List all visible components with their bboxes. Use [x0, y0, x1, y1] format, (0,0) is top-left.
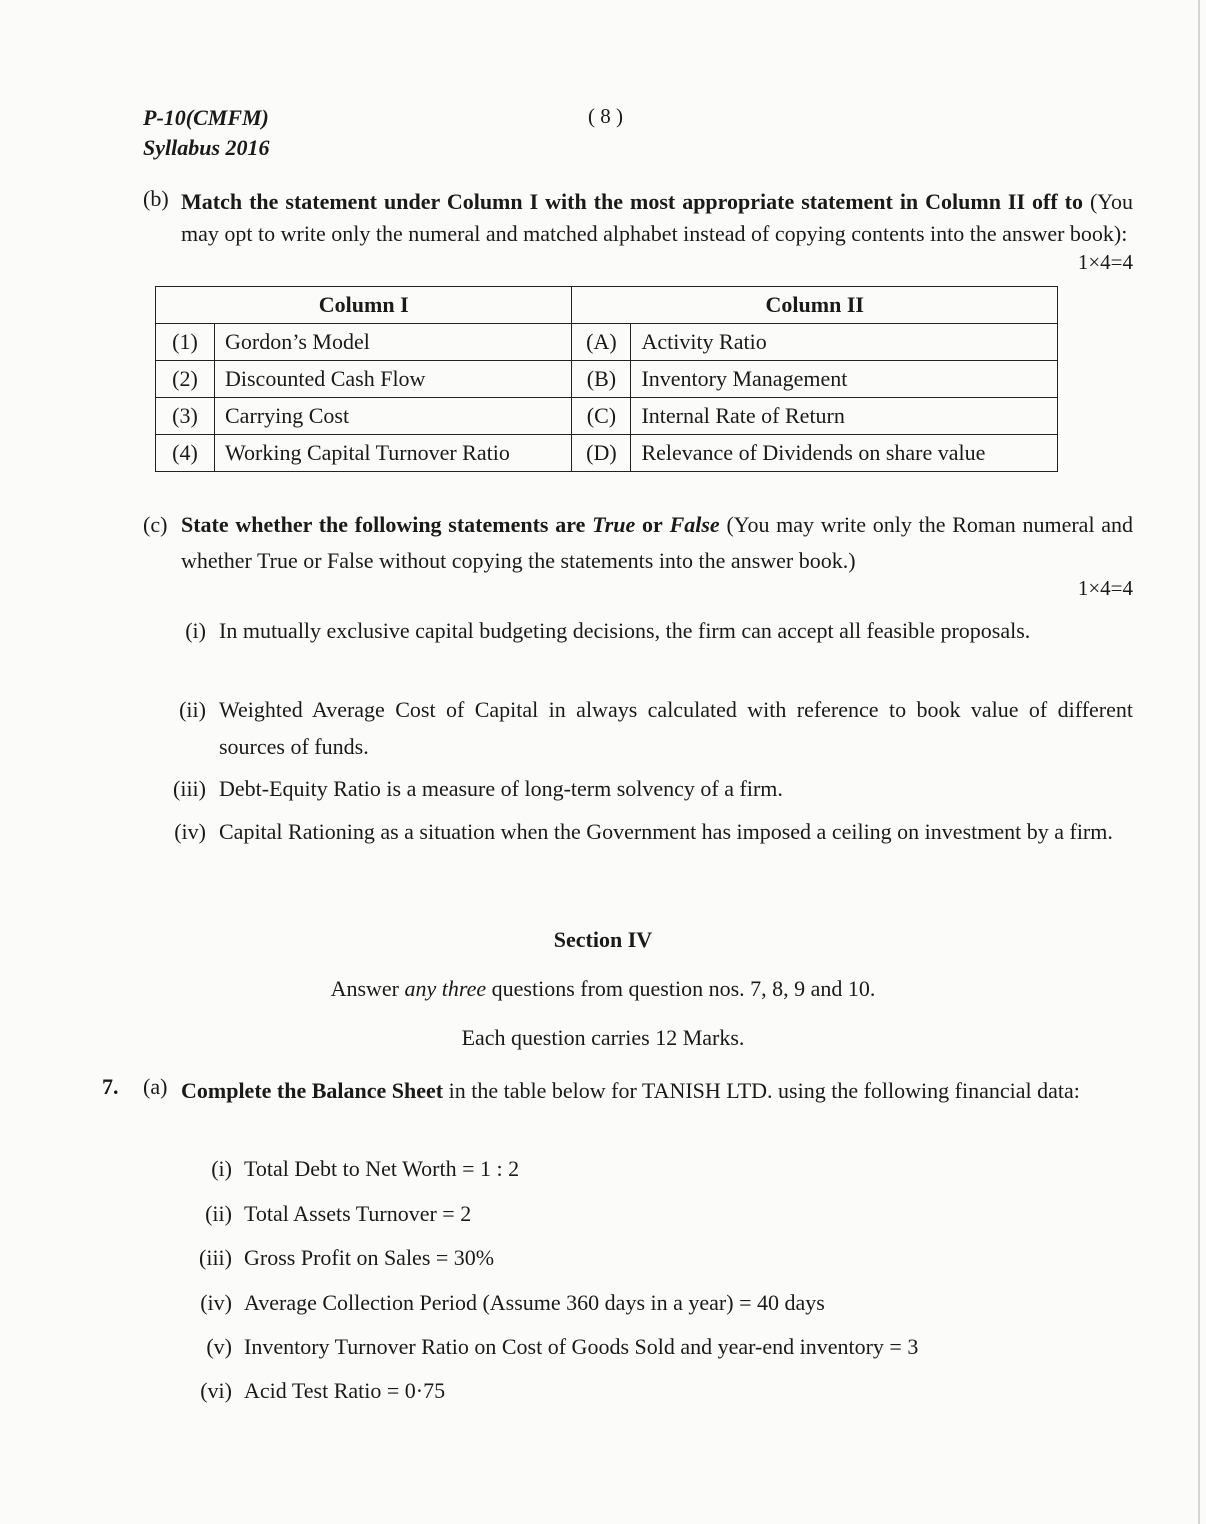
instruction-post: questions from question nos. 7, 8, 9 and 10. — [491, 976, 876, 1001]
true-word: True — [592, 512, 636, 537]
item-numeral: (iv) — [174, 819, 206, 844]
header-block — [143, 103, 270, 163]
row-number: (4) — [156, 435, 215, 472]
row-number: (1) — [156, 324, 215, 361]
paper-code: P-10(CMFM) — [143, 105, 269, 130]
item-text: In mutually exclusive capital budgeting decisions, the firm can accept all feasible proposals. — [219, 618, 1031, 643]
part-b-bold: Match the statement under Column I with the most appropriate statement in Column II off to — [181, 189, 1083, 214]
section-marks: Each question carries 12 Marks. — [461, 1025, 745, 1050]
section-title: Section IV — [553, 927, 653, 952]
part-c-marks: 1×4=4 — [1077, 576, 1133, 600]
item-text: Total Debt to Net Worth = 1 : 2 — [244, 1156, 520, 1181]
page-number: ( 8 ) — [588, 104, 623, 128]
column-1-cell: Working Capital Turnover Ratio — [215, 435, 572, 472]
item-text: Total Assets Turnover = 2 — [244, 1201, 472, 1226]
or-word: or — [642, 512, 663, 537]
column-1-cell: Gordon’s Model — [215, 324, 572, 361]
part-c-instruction — [181, 507, 1133, 579]
column-2-cell: Activity Ratio — [631, 324, 1058, 361]
part-c-text: (You may write only the Roman numeral and whether True or False without copying the statements into the answer book.) — [181, 512, 1134, 573]
q7-bold: Complete the Balance Sheet — [181, 1078, 444, 1103]
item-text: Gross Profit on Sales = 30% — [244, 1245, 495, 1270]
row-letter: (B) — [572, 361, 631, 398]
row-number: (2) — [156, 361, 215, 398]
item-text: Debt-Equity Ratio is a measure of long-term solvency of a firm. — [219, 776, 783, 801]
column-1-cell: Discounted Cash Flow — [215, 361, 572, 398]
row-letter: (A) — [572, 324, 631, 361]
part-b-label: (b) — [143, 186, 169, 211]
item-numeral: (iii) — [173, 776, 206, 801]
q7-text: in the table below for TANISH LTD. using the following financial data: — [448, 1078, 1080, 1103]
part-c-label: (c) — [143, 512, 168, 537]
item-text: Average Collection Period (Assume 360 days in a year) = 40 days — [244, 1290, 825, 1315]
item-text: Acid Test Ratio = 0·75 — [244, 1378, 446, 1403]
table-row — [156, 361, 1058, 398]
match-table — [155, 286, 1058, 472]
part-c-bold: State whether the following statements are — [181, 512, 586, 537]
part-b-marks: 1×4=4 — [1077, 250, 1133, 274]
column-2-header: Column II — [572, 287, 1058, 324]
item-text: Capital Rationing as a situation when the Government has imposed a ceiling on investment by a firm. — [219, 819, 1113, 844]
item-numeral: (iv) — [200, 1290, 232, 1315]
syllabus-year: Syllabus 2016 — [143, 135, 270, 160]
instruction-pre: Answer — [330, 976, 399, 1001]
table-row — [156, 435, 1058, 472]
q7-instruction — [181, 1073, 1133, 1109]
column-2-cell: Internal Rate of Return — [631, 398, 1058, 435]
item-numeral: (i) — [185, 618, 206, 643]
page-edge — [1198, 0, 1200, 1524]
row-letter: (D) — [572, 435, 631, 472]
item-numeral: (iii) — [199, 1245, 232, 1270]
instruction-emphasis: any three — [404, 976, 487, 1001]
false-word: False — [669, 512, 720, 537]
item-numeral: (vi) — [200, 1378, 232, 1403]
row-letter: (C) — [572, 398, 631, 435]
column-1-cell: Carrying Cost — [215, 398, 572, 435]
column-1-header: Column I — [156, 287, 572, 324]
question-number: 7. — [102, 1074, 119, 1099]
item-numeral: (i) — [211, 1156, 232, 1181]
part-b-instruction — [181, 186, 1133, 250]
part-b-text: (You may opt to write only the numeral and matched alphabet instead of copying contents into the answer book): — [181, 189, 1133, 246]
item-numeral: (ii) — [179, 697, 206, 722]
item-text: Inventory Turnover Ratio on Cost of Goods Sold and year-end inventory = 3 — [244, 1334, 919, 1359]
column-2-cell: Relevance of Dividends on share value — [631, 435, 1058, 472]
table-row — [156, 398, 1058, 435]
column-2-cell: Inventory Management — [631, 361, 1058, 398]
item-numeral: (ii) — [205, 1201, 232, 1226]
table-row — [156, 324, 1058, 361]
item-text: Weighted Average Cost of Capital in always calculated with reference to book value of different sources of funds. — [219, 697, 1133, 759]
section-instruction — [0, 976, 1206, 1002]
q7-part-label: (a) — [143, 1074, 168, 1099]
item-numeral: (v) — [206, 1334, 232, 1359]
row-number: (3) — [156, 398, 215, 435]
match-table-header — [156, 287, 1058, 324]
